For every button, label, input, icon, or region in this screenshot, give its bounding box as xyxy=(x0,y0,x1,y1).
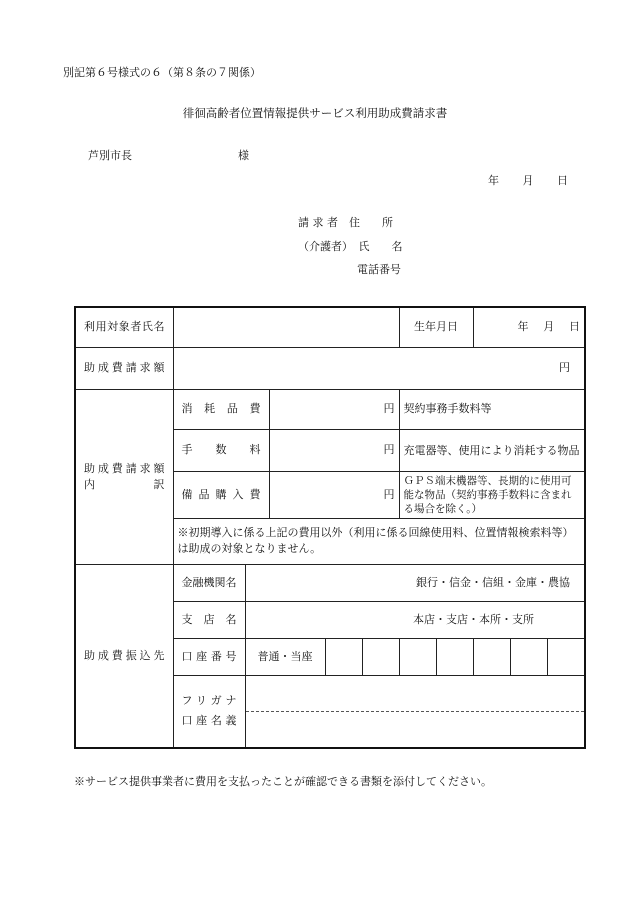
account-number-label: 口座番号 xyxy=(173,638,245,675)
form-number: 別記第６号様式の６（第８条の７関係） xyxy=(63,66,261,79)
date-month: 月 xyxy=(522,174,534,187)
birth-year: 年 xyxy=(517,320,529,334)
birthdate-label: 生年月日 xyxy=(399,307,473,347)
request-form-table xyxy=(74,306,586,749)
account-name-line[interactable] xyxy=(246,712,585,747)
bank-row xyxy=(75,564,585,601)
birth-month: 月 xyxy=(543,320,555,334)
equipment-label: 備品購入費 xyxy=(173,471,269,518)
request-amount-field[interactable] xyxy=(173,347,585,389)
breakdown-char-uchi: 内 xyxy=(84,477,95,491)
document-title: 徘徊高齢者位置情報提供サービス利用助成費請求書 xyxy=(182,106,448,120)
fee-note: 充電器等、使用により消耗する物品 xyxy=(399,429,585,471)
user-row xyxy=(75,307,585,347)
requester-address-label: 請 求 者 住 所 xyxy=(298,216,393,229)
consumables-note: 契約事務手数料等 xyxy=(399,389,585,429)
fee-amount[interactable] xyxy=(269,429,399,471)
user-name-label: 利用対象者氏名 xyxy=(75,307,173,347)
account-digit[interactable] xyxy=(473,638,510,675)
addressee-honorific: 様 xyxy=(238,149,249,162)
date-line xyxy=(488,172,568,188)
birthdate-field[interactable] xyxy=(473,307,585,347)
consumables-amount[interactable] xyxy=(269,389,399,429)
footer-note: ※サービス提供事業者に費用を支払ったことが確認できる書類を添付してください。 xyxy=(74,775,492,788)
requester-phone-label: 電話番号 xyxy=(357,263,401,276)
bank-types: 銀行・信金・信組・金庫・農協 xyxy=(416,575,571,589)
fee-label: 手数料 xyxy=(173,429,269,471)
breakdown-char-wake: 訳 xyxy=(153,477,165,491)
exclusion-note: ※初期導入に係る上記の費用以外（利用に係る回線使用料、位置情報検索料等）は助成の対象となりません。 xyxy=(173,518,585,564)
date-day: 日 xyxy=(557,174,568,187)
requester-name-label: （介護者） 氏 名 xyxy=(298,240,403,253)
account-digit[interactable] xyxy=(547,638,585,675)
amount-row xyxy=(75,347,585,389)
account-digit[interactable] xyxy=(325,638,362,675)
account-name-field[interactable] xyxy=(245,675,585,748)
request-amount-label: 助成費請求額 xyxy=(75,347,173,389)
yen-unit: 円 xyxy=(383,443,395,456)
consumables-row xyxy=(75,389,585,429)
user-name-field[interactable] xyxy=(173,307,399,347)
breakdown-label xyxy=(75,389,173,564)
date-year: 年 xyxy=(488,174,499,187)
consumables-label: 消耗品費 xyxy=(173,389,269,429)
yen-unit: 円 xyxy=(383,487,395,501)
account-type[interactable]: 普通・当座 xyxy=(245,638,325,675)
yen-unit: 円 xyxy=(383,402,395,415)
furigana-line[interactable] xyxy=(246,676,585,712)
transfer-label: 助成費振込先 xyxy=(75,564,173,748)
equipment-amount[interactable] xyxy=(269,471,399,518)
yen-unit: 円 xyxy=(559,361,571,374)
account-digit[interactable] xyxy=(436,638,473,675)
birth-day: 日 xyxy=(569,320,581,334)
equipment-note: ＧＰＳ端末機器等、長期的に使用可能な物品（契約事務手数料に含まれる場合を除く。） xyxy=(399,471,585,518)
addressee: 芦別市長 xyxy=(88,149,132,162)
breakdown-label-line1: 助成費請求額 xyxy=(84,461,165,475)
account-digit[interactable] xyxy=(399,638,436,675)
branch-label: 支店名 xyxy=(173,601,245,638)
account-name-labels xyxy=(173,675,245,748)
bank-label: 金融機関名 xyxy=(173,564,245,601)
bank-field[interactable] xyxy=(245,564,585,601)
account-digit[interactable] xyxy=(362,638,399,675)
branch-types: 本店・支店・本所・支所 xyxy=(413,612,535,626)
branch-field[interactable] xyxy=(245,601,585,638)
account-digit[interactable] xyxy=(510,638,547,675)
furigana-label: フリガナ xyxy=(181,694,237,707)
breakdown-label-line2 xyxy=(84,477,165,493)
account-name-label: 口座名義 xyxy=(181,714,237,727)
